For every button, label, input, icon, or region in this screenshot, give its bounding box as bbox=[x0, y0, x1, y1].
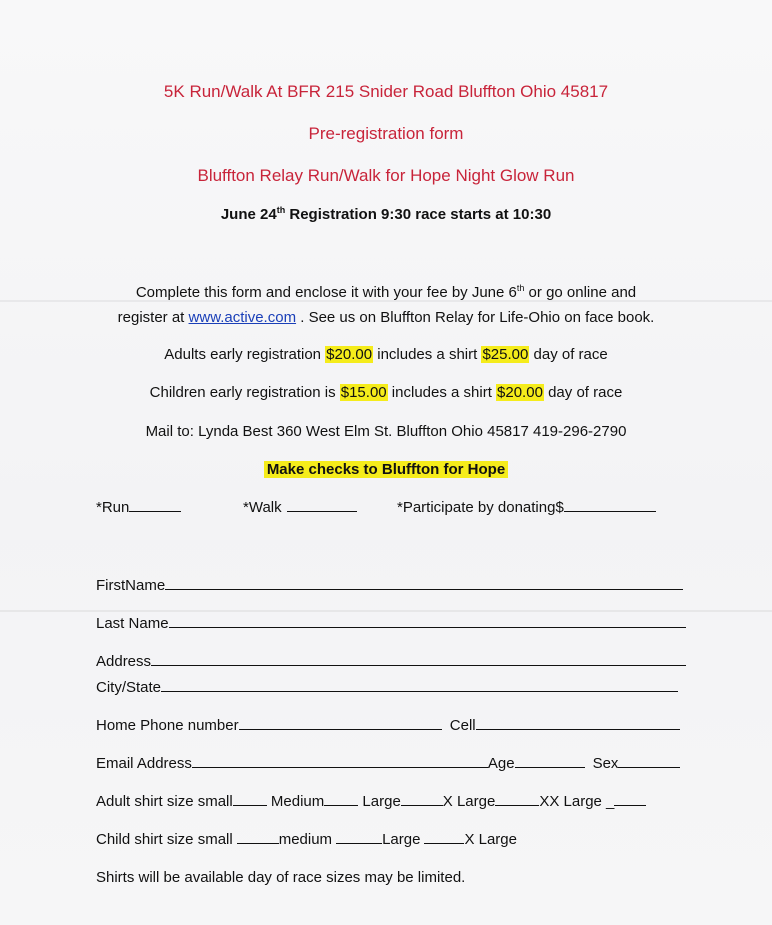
form-subtitle: Pre-registration form bbox=[308, 124, 464, 143]
donate-option[interactable] bbox=[397, 499, 656, 516]
paper-fold bbox=[0, 610, 772, 612]
phone-row bbox=[96, 717, 680, 734]
pricing-text: includes a shirt bbox=[387, 384, 497, 401]
city-state-field[interactable] bbox=[96, 679, 678, 696]
email-label: Email Address bbox=[96, 755, 192, 772]
adult-race-day-price: $25.00 bbox=[482, 346, 529, 363]
checks-note-text: Make checks to Bluffton for Hope bbox=[264, 461, 508, 478]
pricing-text: Children early registration is bbox=[149, 384, 340, 401]
child-early-price: $15.00 bbox=[340, 384, 387, 401]
adult-large-label: Large bbox=[362, 793, 401, 810]
address-label: Address bbox=[96, 653, 152, 670]
adult-shirt-row bbox=[96, 793, 646, 810]
adult-medium-line[interactable] bbox=[324, 793, 358, 806]
intro-line-2 bbox=[0, 309, 772, 326]
donate-blank[interactable] bbox=[564, 499, 656, 512]
children-pricing bbox=[0, 384, 772, 401]
first-name-field[interactable] bbox=[96, 577, 683, 594]
cell-line[interactable] bbox=[476, 717, 680, 730]
date-rest: Registration 9:30 race starts at 10:30 bbox=[285, 206, 552, 223]
pricing-text: day of race bbox=[543, 384, 623, 401]
adult-xlarge-label: X Large bbox=[442, 793, 496, 810]
first-name-line[interactable] bbox=[165, 577, 683, 590]
age-label: Age bbox=[487, 755, 515, 772]
adult-xxlarge-line[interactable] bbox=[614, 793, 646, 806]
adult-small-line[interactable] bbox=[233, 793, 267, 806]
address-field[interactable] bbox=[96, 653, 686, 670]
checks-note bbox=[0, 461, 772, 478]
pricing-text: includes a shirt bbox=[373, 346, 482, 363]
city-state-line[interactable] bbox=[161, 679, 678, 692]
child-race-day-price: $20.00 bbox=[497, 384, 543, 401]
intro-text: Complete this form and enclose it with your fee by June 6 bbox=[135, 284, 517, 301]
date-sup: th bbox=[276, 205, 286, 215]
child-large-label: Large bbox=[382, 831, 421, 848]
adult-xxlarge-label: XX Large _ bbox=[539, 793, 615, 810]
adults-pricing bbox=[0, 346, 772, 363]
child-small-line[interactable] bbox=[237, 831, 279, 844]
adult-medium-label: Medium bbox=[270, 793, 325, 810]
intro-sup: th bbox=[516, 283, 525, 293]
adult-xlarge-line[interactable] bbox=[495, 793, 539, 806]
donate-label: *Participate by donating$ bbox=[397, 499, 564, 516]
event-title: 5K Run/Walk At BFR 215 Snider Road Bluffton Ohio 45817 bbox=[163, 82, 609, 101]
email-line[interactable] bbox=[192, 755, 488, 768]
first-name-label: FirstName bbox=[96, 577, 166, 594]
run-label: *Run bbox=[96, 499, 130, 516]
home-phone-line[interactable] bbox=[239, 717, 442, 730]
event-date-line bbox=[0, 206, 772, 223]
city-state-label: City/State bbox=[96, 679, 162, 696]
adult-large-line[interactable] bbox=[401, 793, 443, 806]
child-shirt-label: Child shirt size small bbox=[96, 831, 233, 848]
pricing-text: day of race bbox=[529, 346, 608, 363]
child-xlarge-label: X Large bbox=[464, 831, 517, 848]
sex-line[interactable] bbox=[618, 755, 680, 768]
intro-text: register at bbox=[117, 309, 189, 326]
child-medium-label: medium bbox=[278, 831, 333, 848]
sex-label: Sex bbox=[592, 755, 619, 772]
walk-blank[interactable] bbox=[287, 499, 357, 512]
age-line[interactable] bbox=[515, 755, 585, 768]
date-month: June 24 bbox=[220, 206, 277, 223]
walk-label: *Walk bbox=[243, 499, 282, 516]
walk-option[interactable] bbox=[243, 499, 357, 516]
intro-text: or go online and bbox=[524, 284, 637, 301]
event-name: Bluffton Relay Run/Walk for Hope Night Glow Run bbox=[197, 166, 575, 185]
child-medium-line[interactable] bbox=[336, 831, 382, 844]
adult-early-price: $20.00 bbox=[326, 346, 373, 363]
last-name-line[interactable] bbox=[169, 615, 686, 628]
last-name-field[interactable] bbox=[96, 615, 686, 632]
active-link[interactable]: www.active.com bbox=[188, 309, 297, 326]
child-shirt-row bbox=[96, 831, 517, 848]
child-large-line[interactable] bbox=[424, 831, 464, 844]
shirt-availability-note: Shirts will be available day of race sizes may be limited. bbox=[96, 869, 466, 886]
adult-shirt-label: Adult shirt size small bbox=[96, 793, 233, 810]
run-blank[interactable] bbox=[129, 499, 181, 512]
address-line[interactable] bbox=[151, 653, 686, 666]
pricing-text: Adults early registration bbox=[164, 346, 326, 363]
cell-label: Cell bbox=[449, 717, 476, 734]
intro-text: . See us on Bluffton Relay for Life-Ohio on face book. bbox=[296, 309, 655, 326]
home-phone-label: Home Phone number bbox=[96, 717, 239, 734]
intro-line-1 bbox=[0, 284, 772, 301]
last-name-label: Last Name bbox=[96, 615, 169, 632]
email-row bbox=[96, 755, 680, 772]
mail-to-address: Mail to: Lynda Best 360 West Elm St. Bluffton Ohio 45817 419-296-2790 bbox=[145, 423, 627, 440]
run-option[interactable] bbox=[96, 499, 181, 516]
